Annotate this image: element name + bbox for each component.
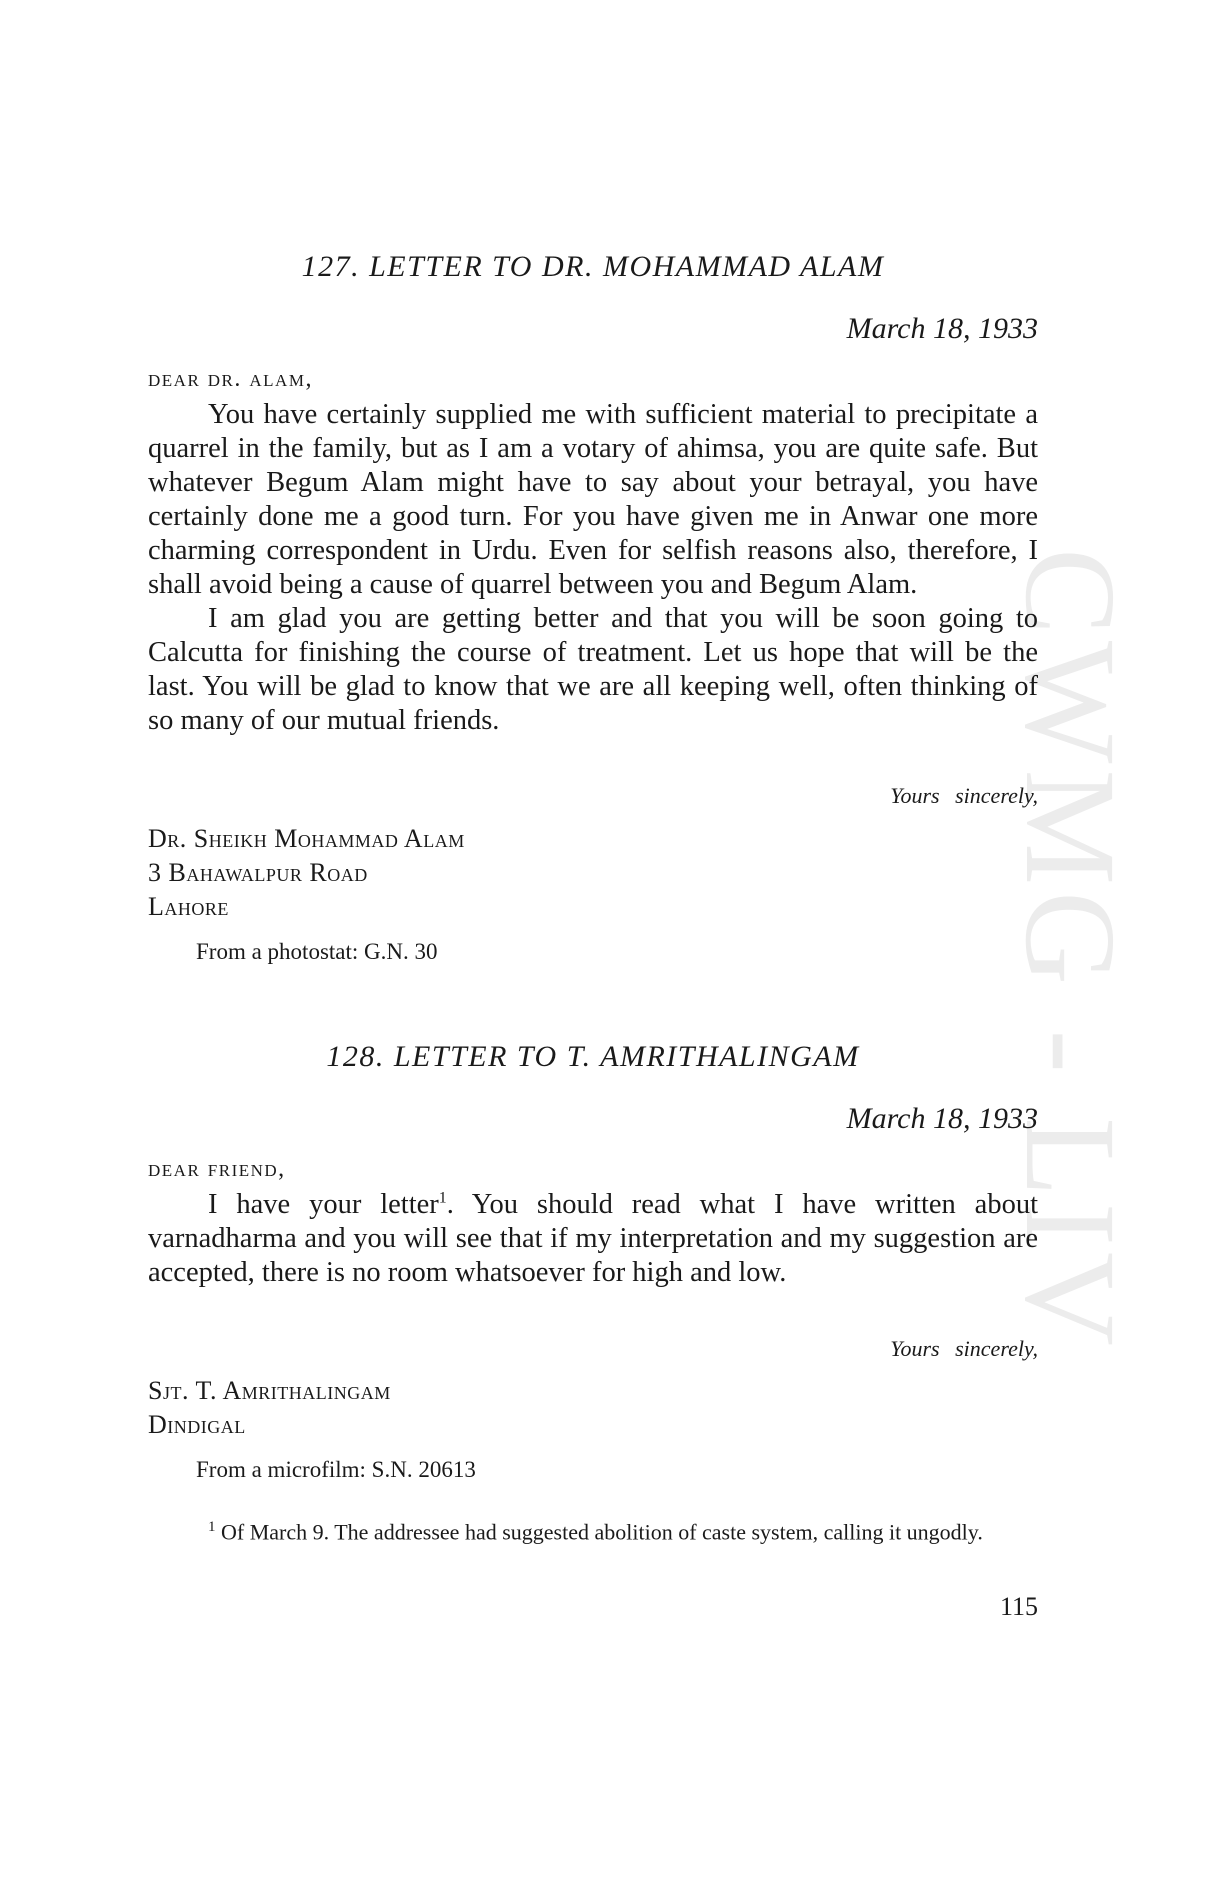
page-number: 115 [999, 1592, 1038, 1621]
letter-127-paragraph-1: You have certainly supplied me with sufficient material to precipitate a quarrel in the family, but as I am a votary of ahimsa, you are quite safe. But whatever Begum Alam might have to say about your betrayal, you have certainly done me a good turn. For you have given me in Anwar one more charming correspondent in Urdu. Even for selfish reasons also, therefore, I shall avoid being a cause of quarrel between you and Begum Alam. [148, 399, 1038, 600]
letter-127-heading: 127. LETTER TO DR. MOHAMMAD ALAM [301, 250, 885, 283]
address-line: Sjt. T. Amrithalingam [148, 1376, 391, 1405]
letter-128-heading: 128. LETTER TO T. AMRITHALINGAM [326, 1040, 860, 1073]
paragraph-text: . You should read what I have written about varnadharma and you will see that if my interpretation and my suggestion are accepted, there is no room whatsoever for high and low. [148, 1189, 1038, 1288]
letter-128-body [148, 1188, 1038, 1290]
address-line: Dindigal [148, 1410, 246, 1439]
letter-127-closing: Yours sincerely, [890, 783, 1038, 808]
address-line: 3 Bahawalpur Road [148, 858, 368, 887]
letter-128-paragraph-1 [148, 1188, 1038, 1290]
letter-128-date: March 18, 1933 [846, 1102, 1038, 1135]
letter-128-salutation: dear friend, [148, 1156, 286, 1182]
letter-127-body [148, 398, 1038, 738]
letter-128-closing: Yours sincerely, [890, 1336, 1038, 1361]
footnote-marker: 1 [208, 1519, 216, 1535]
address-line: Lahore [148, 892, 229, 921]
letter-127-salutation: dear dr. alam, [148, 366, 313, 392]
document-page [148, 0, 1038, 1890]
letter-128-address [148, 1374, 1038, 1442]
footnote-text: Of March 9. The addressee had suggested abolition of caste system, calling it ungodly. [221, 1519, 983, 1545]
letter-128-source: From a microfilm: S.N. 20613 [196, 1457, 476, 1482]
letter-127-paragraph-2: I am glad you are getting better and that you will be soon going to Calcutta for finishing the course of treatment. Let us hope that will be the last. You will be glad to know that we are all keeping well, often thinking of so many of our mutual friends. [148, 603, 1038, 736]
letter-127-source: From a photostat: G.N. 30 [196, 939, 438, 964]
address-line: Dr. Sheikh Mohammad Alam [148, 824, 465, 853]
paragraph-text: I have your letter [208, 1189, 439, 1220]
footnote-reference: 1 [438, 1189, 447, 1207]
letter-127-address [148, 822, 1038, 924]
letter-127-date: March 18, 1933 [846, 312, 1038, 345]
footnote [148, 1513, 1038, 1546]
watermark-text: CWMG - LIV [998, 548, 1142, 1352]
